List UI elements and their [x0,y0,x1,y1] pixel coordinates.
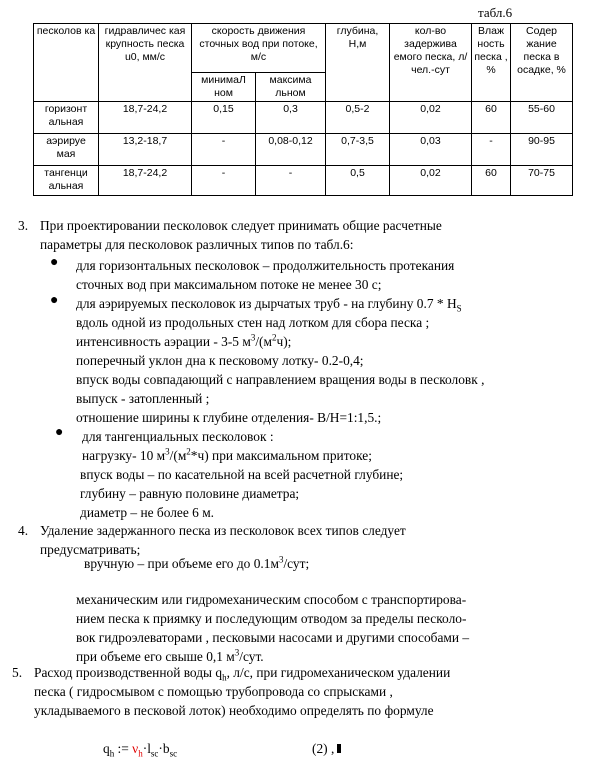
cell-ash: 90-95 [511,134,573,166]
text-cursor [337,744,341,753]
item4-line5: нием песка к приямку и последующим отводом за пределы песколо- [76,611,467,626]
cell-vmax: 0,3 [256,102,326,134]
formula-number: (2) , [312,740,341,757]
bullet3-line4: глубину – равную половине диаметра; [80,486,300,501]
cell-type: горизонт альная [34,102,99,134]
cell-depth: 0,5-2 [326,102,390,134]
item4-line1: Удаление задержанного песка из песколовок всех типов следует [40,523,406,538]
cell-vmax: - [256,166,326,196]
header-hydraulic: гидравличес кая крупность песка u0, мм/с [99,24,192,102]
header-speed-min: минимаЛ ном [192,73,256,102]
header-retained: кол-во задержива емого песка, л/чел.-сут [390,24,472,102]
bullet-icon: ● [50,293,59,308]
cell-type: тангенци альная [34,166,99,196]
cell-ash: 70-75 [511,166,573,196]
header-ash: Содер жание песка в осадке, % [511,24,573,102]
cell-moisture: 60 [472,166,511,196]
cell-vmin: - [192,134,256,166]
table-caption: табл.6 [478,5,513,20]
bullet3-line1: для тангенциальных песколовок : [82,429,274,444]
parameters-table [33,23,573,196]
bullet3-line2: нагрузку- 10 $м^3/(м^2*ч)$ при максимальном притоке; [82,446,372,463]
cell-vmax: 0,08-0,12 [256,134,326,166]
cell-moisture: - [472,134,511,166]
header-type: песколов ка [34,24,99,102]
bullet2-line6: выпуск - затопленный ; [76,391,210,406]
bullet2-line1: для аэрируемых песколовок из дырчатых труб - на глубину $0.7 * H_S$ [76,296,462,314]
item4-line7: при объеме его свыше 0,1 $м^3$/сут. [76,647,264,664]
item3-line2: параметры для песколовок различных типов по табл.6: [40,237,354,252]
bullet2-line7: отношение ширины к глубине отделения- В/Н=1:1,5.; [76,410,382,425]
item4-line2: предусматривать; [40,542,141,557]
cell-depth: 0,5 [326,166,390,196]
table-row [34,102,573,134]
bullet3-line3: впуск воды – по касательной на всей расчетной глубине; [80,467,404,482]
cell-ash: 55-60 [511,102,573,134]
header-depth: глубина, Н,м [326,24,390,102]
item4-line6: вок гидроэлеваторами , песковыми насосами и другими способами – [76,630,470,645]
cell-retained: 0,03 [390,134,472,166]
item5-line2: песка ( гидросмывом с помощью трубопровода со спрысками , [34,684,393,699]
table-row [34,134,573,166]
formula: $q_h$ := $\nu_h\cdot l_{sc}\cdot b_{sc}$ [103,741,178,759]
item-number-3: 3. [18,218,29,233]
bullet3-line5: диаметр – не более 6 м. [80,505,215,520]
item-number-4: 4. [18,523,29,538]
header-moisture: Влаж ность песка , % [472,24,511,102]
bullet1-line1: для горизонтальных песколовок – продолжительность протекания [76,258,455,273]
item3-line1: При проектировании песколовок следует принимать общие расчетные [40,218,442,233]
cell-vmin: 0,15 [192,102,256,134]
item5-line3: укладываемого в песковой лоток) необходимо определять по формуле [34,703,434,718]
cell-vmin: - [192,166,256,196]
cell-retained: 0,02 [390,166,472,196]
item-number-5: 5. [12,665,23,680]
bullet-icon: ● [55,425,64,440]
header-speed-max: максима льном [256,73,326,102]
table-row [34,166,573,196]
item4-line4: механическим или гидромеханическим способом с транспортирова- [76,592,467,607]
cell-hydraulic: 13,2-18,7 [99,134,192,166]
cell-depth: 0,7-3,5 [326,134,390,166]
bullet2-line5: впуск воды совпадающий с направлением вращения воды в песколовк , [76,372,485,387]
item4-line3: вручную – при объеме его до $0.1м^3$/сут; [84,554,310,571]
cell-hydraulic: 18,7-24,2 [99,166,192,196]
cell-retained: 0,02 [390,102,472,134]
bullet-icon: ● [50,255,59,270]
bullet2-line3: интенсивность аэрации - 3-5 $м^3/(м^2ч)$; [76,332,292,349]
table-header-row [34,24,573,73]
item5-line1: Расход производственной воды $q_h$, л/с, при гидромеханическом удалении [34,665,451,683]
cell-moisture: 60 [472,102,511,134]
bullet1-line2: сточных вод при максимальном потоке не менее 30 с; [76,277,382,292]
bullet2-line4: поперечный уклон дна к песковому лотку- 0.2-0,4; [76,353,364,368]
header-speed: скорость движения сточных вод при потоке, м/с [192,24,326,73]
bullet2-line2: вдоль одной из продольных стен над лотком для сбора песка ; [76,315,430,330]
cell-type: аэрируе мая [34,134,99,166]
cell-hydraulic: 18,7-24,2 [99,102,192,134]
